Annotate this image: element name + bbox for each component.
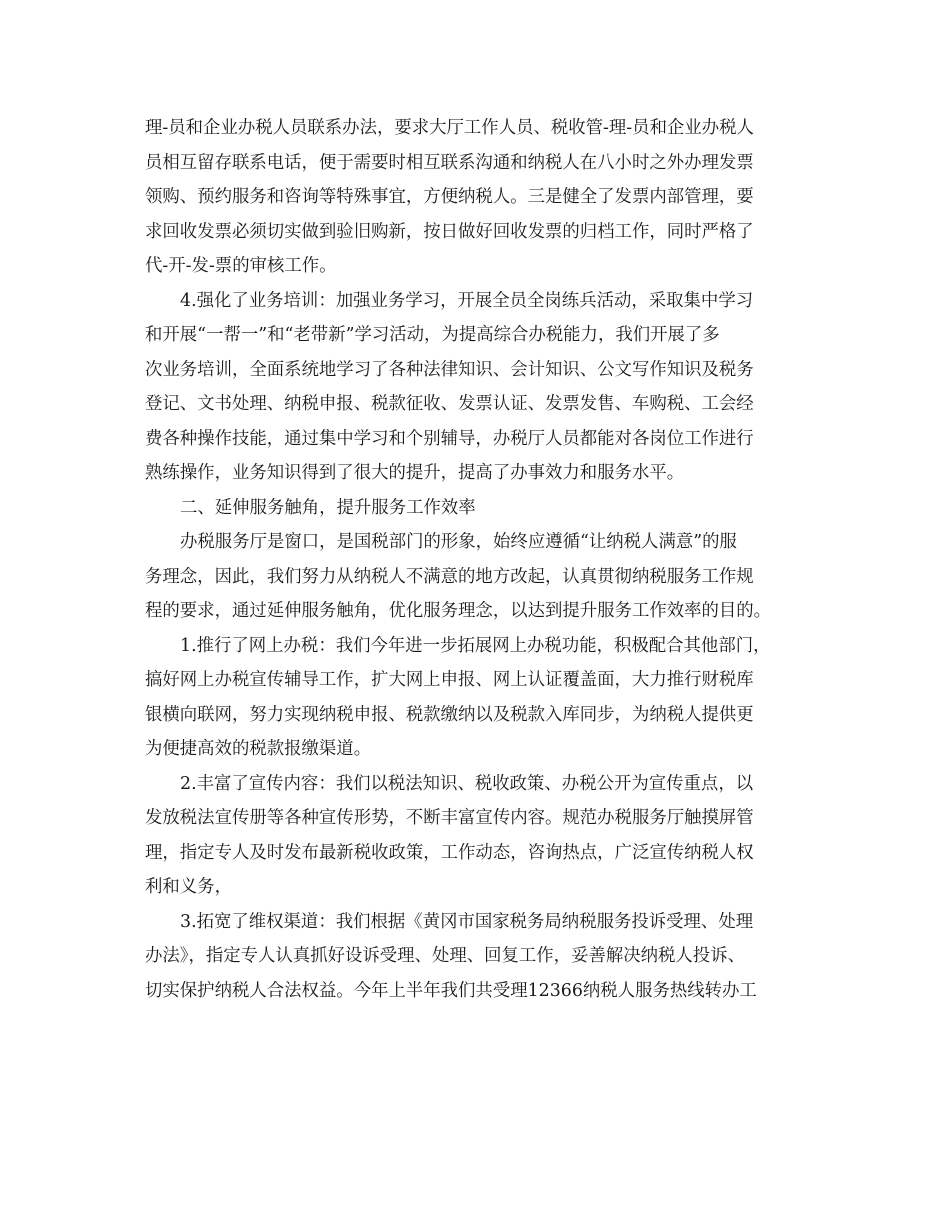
text-line: 求回收发票必须切实做到验旧购新，按日做好回收发票的归档工作，同时严格了 (145, 221, 754, 242)
text-line: 领购、预约服务和咨询等特殊事宜，方便纳税人。三是健全了发票内部管理，要 (145, 187, 754, 207)
text-line: 搞好网上办税宣传辅导工作，扩大网上申报、网上认证覆盖面，大力推行财税库 (145, 670, 754, 690)
text-line: 办法》，指定专人认真抓好设诉受理、处理、回复工作，妥善解决纳税人投诉、 (145, 946, 745, 966)
paragraph-start-line: 办税服务厅是窗口，是国税部门的形象，始终应遵循“让纳税人满意”的服 (180, 532, 737, 552)
text-line: 代-开-发-票的审核工作。 (145, 256, 337, 276)
text-line: 和开展“一帮一”和“老带新”学习活动，为提高综合办税能力，我们开展了多 (145, 325, 720, 345)
text-line: 为便捷高效的税款报缴渠道。 (145, 739, 372, 759)
text-line: 务理念，因此，我们努力从纳税人不满意的地方改起，认真贯彻纳税服务工作规 (145, 566, 754, 587)
text-line: 次业务培训，全面系统地学习了各种法律知识、会计知识、公文写作知识及税务 (145, 359, 754, 380)
paragraph-start-line: 4.强化了业务培训：加强业务学习，开展全员全岗练兵活动，采取集中学习 (180, 290, 754, 311)
text-line: 员相互留存联系电话，便于需要时相互联系沟通和纳税人在八小时之外办理发票 (145, 152, 754, 173)
body-text (145, 111, 810, 1008)
text-line: 发放税法宣传册等各种宣传形势，不断丰富宣传内容。规范办税服务厅触摸屏管 (145, 808, 754, 828)
section-heading: 二、延伸服务触角，提升服务工作效率 (180, 497, 476, 518)
paragraph-start-line: 1.推行了网上办税：我们今年进一步拓展网上办税功能，积极配合其他部门， (180, 635, 771, 656)
text-line: 理，指定专人及时发布最新税收政策，工作动态，咨询热点，广泛宣传纳税人权 (145, 842, 754, 863)
paragraph-start-line: 3.拓宽了维权渠道：我们根据《黄冈市国家税务局纳税服务投诉受理、处理 (180, 911, 754, 932)
text-line: 程的要求，通过延伸服务触角，优化服务理念，以达到提升服务工作效率的目的。 (145, 601, 772, 621)
paragraph-start-line: 2.丰富了宣传内容：我们以税法知识、税收政策、办税公开为宣传重点，以 (180, 773, 754, 794)
text-line: 费各种操作技能，通过集中学习和个别辅导，办税厅人员都能对各岗位工作进行 (145, 428, 754, 449)
text-line: 银横向联网，努力实现纳税申报、税款缴纳以及税款入库同步，为纳税人提供更 (145, 704, 754, 725)
text-line: 理-员和企业办税人员联系办法，要求大厅工作人员、税收管-理-员和企业办税人 (145, 118, 754, 138)
text-line: 登记、文书处理、纳税申报、税款征收、发票认证、发票发售、车购税、工会经 (145, 394, 754, 414)
text-line: 切实保护纳税人合法权益。今年上半年我们共受理12366纳税人服务热线转办工 (145, 980, 757, 1001)
text-line: 熟练操作，业务知识得到了很大的提升，提高了办事效力和服务水平。 (145, 463, 685, 483)
text-line: 利和义务， (145, 877, 232, 897)
